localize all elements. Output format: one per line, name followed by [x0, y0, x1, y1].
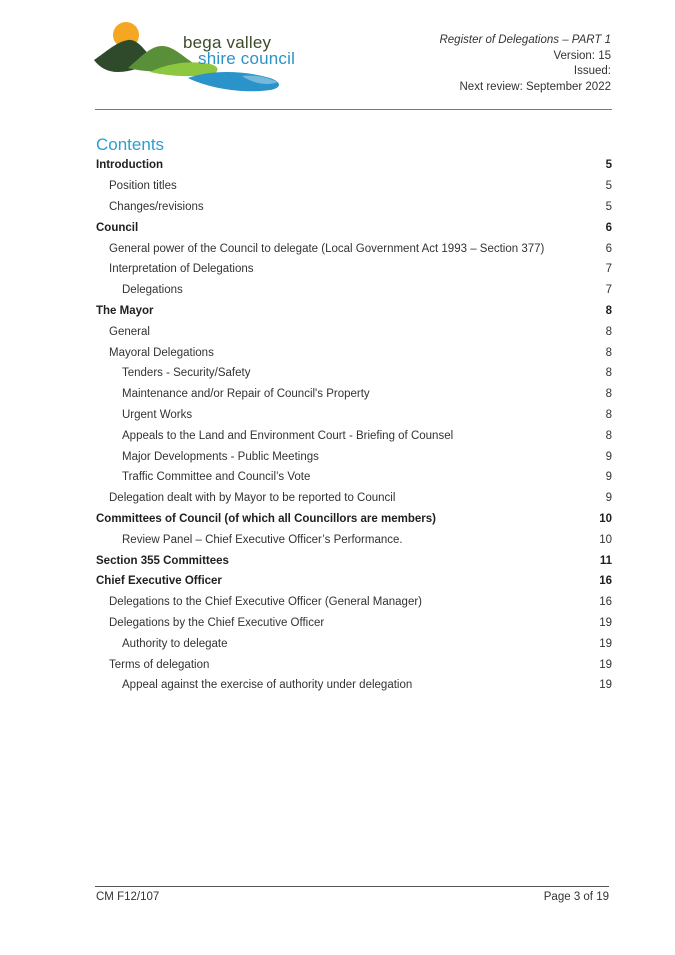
toc-entry-title: General power of the Council to delegate (Local Government Act 1993 – Section 377) — [109, 242, 545, 255]
toc-entry[interactable] — [96, 467, 612, 488]
toc-entry[interactable] — [96, 301, 612, 322]
toc-entry-title: Urgent Works — [122, 408, 193, 421]
document-version: Version: 15 — [553, 49, 611, 62]
toc-entry[interactable] — [96, 384, 612, 405]
toc-entry-page: 5 — [605, 200, 612, 213]
toc-entry-title: Introduction — [96, 159, 164, 172]
toc-entry-page: 6 — [605, 242, 612, 255]
footer-reference: CM F12/107 — [96, 891, 160, 903]
toc-entry[interactable] — [96, 155, 612, 176]
toc-entry-title: Terms of delegation — [109, 658, 210, 671]
toc-entry[interactable] — [96, 571, 612, 592]
toc-entry-title: Major Developments - Public Meetings — [122, 450, 319, 463]
toc-entry-title: Traffic Committee and Council’s Vote — [122, 471, 311, 484]
toc-entry-page: 8 — [605, 346, 612, 359]
table-of-contents — [96, 155, 612, 696]
footer-page-number: Page 3 of 19 — [543, 891, 609, 903]
toc-entry-page: 10 — [599, 512, 612, 525]
toc-entry-page: 10 — [599, 533, 612, 546]
toc-entry[interactable] — [96, 176, 612, 197]
toc-entry-page: 19 — [599, 616, 612, 629]
header-divider — [95, 109, 612, 110]
toc-entry[interactable] — [96, 550, 612, 571]
page-header — [0, 0, 675, 112]
toc-entry-title: The Mayor — [96, 304, 154, 317]
toc-entry[interactable] — [96, 321, 612, 342]
document-title: Register of Delegations – PART 1 — [439, 34, 611, 46]
toc-entry-title: Delegations by the Chief Executive Officer — [109, 616, 325, 629]
footer-divider — [95, 886, 609, 887]
toc-entry[interactable] — [96, 529, 612, 550]
toc-entry-page: 8 — [605, 429, 612, 442]
toc-entry-title: Interpretation of Delegations — [109, 263, 254, 276]
toc-entry-page: 8 — [605, 304, 612, 317]
toc-entry-page: 6 — [605, 221, 612, 234]
toc-entry[interactable] — [96, 592, 612, 613]
toc-entry[interactable] — [96, 363, 612, 384]
toc-entry-page: 8 — [605, 408, 612, 421]
toc-entry-page: 8 — [605, 325, 612, 338]
toc-entry-title: Maintenance and/or Repair of Council's Property — [122, 388, 370, 401]
toc-entry-title: Tenders - Security/Safety — [122, 367, 251, 380]
toc-entry[interactable] — [96, 654, 612, 675]
toc-entry-title: Changes/revisions — [109, 200, 204, 213]
document-next-review: Next review: September 2022 — [459, 80, 611, 93]
toc-entry-title: Authority to delegate — [122, 637, 228, 650]
toc-entry-page: 5 — [605, 159, 612, 172]
toc-entry-title: Section 355 Committees — [96, 554, 229, 567]
toc-entry-page: 19 — [599, 679, 612, 692]
toc-entry[interactable] — [96, 238, 612, 259]
toc-entry[interactable] — [96, 342, 612, 363]
toc-entry[interactable] — [96, 675, 612, 696]
toc-entry-page: 19 — [599, 637, 612, 650]
toc-entry[interactable] — [96, 197, 612, 218]
toc-entry-title: Committees of Council (of which all Councillors are members) — [96, 512, 436, 525]
toc-entry-title: Delegations to the Chief Executive Officer (General Manager) — [109, 596, 422, 609]
logo-text-line1: bega valley — [183, 33, 272, 52]
toc-entry-title: General — [109, 325, 150, 338]
document-info — [439, 33, 611, 95]
toc-entry[interactable] — [96, 509, 612, 530]
toc-entry[interactable] — [96, 425, 612, 446]
toc-entry[interactable] — [96, 613, 612, 634]
toc-entry-title: Appeal against the exercise of authority under delegation — [122, 679, 413, 692]
toc-entry-page: 19 — [599, 658, 612, 671]
toc-entry-title: Appeals to the Land and Environment Court - Briefing of Counsel — [122, 429, 454, 442]
toc-entry-page: 9 — [605, 471, 612, 484]
toc-entry-page: 8 — [605, 388, 612, 401]
toc-entry-page: 9 — [605, 492, 612, 505]
toc-entry-title: Review Panel – Chief Executive Officer’s Performance. — [122, 533, 403, 546]
toc-entry[interactable] — [96, 259, 612, 280]
toc-entry-title: Delegations — [122, 284, 183, 297]
toc-entry-page: 16 — [599, 596, 612, 609]
toc-entry[interactable] — [96, 217, 612, 238]
toc-entry[interactable] — [96, 446, 612, 467]
toc-entry-title: Chief Executive Officer — [96, 575, 222, 588]
toc-entry-page: 11 — [599, 554, 612, 567]
toc-entry[interactable] — [96, 280, 612, 301]
toc-entry-title: Council — [96, 221, 139, 234]
council-logo — [92, 18, 317, 98]
toc-entry-page: 16 — [599, 575, 612, 588]
toc-entry[interactable] — [96, 405, 612, 426]
toc-entry[interactable] — [96, 633, 612, 654]
contents-heading: Contents — [96, 135, 165, 154]
toc-entry-page: 8 — [605, 367, 612, 380]
toc-entry-page: 5 — [605, 180, 612, 193]
toc-entry-page: 7 — [605, 263, 612, 276]
logo-text-line2: shire council — [198, 49, 296, 68]
toc-entry-title: Delegation dealt with by Mayor to be reported to Council — [109, 492, 396, 505]
toc-entry-title: Position titles — [109, 180, 177, 193]
toc-entry-title: Mayoral Delegations — [109, 346, 214, 359]
document-issued: Issued: — [573, 65, 611, 77]
toc-entry[interactable] — [96, 488, 612, 509]
toc-entry-page: 7 — [605, 284, 612, 297]
toc-entry-page: 9 — [605, 450, 612, 463]
